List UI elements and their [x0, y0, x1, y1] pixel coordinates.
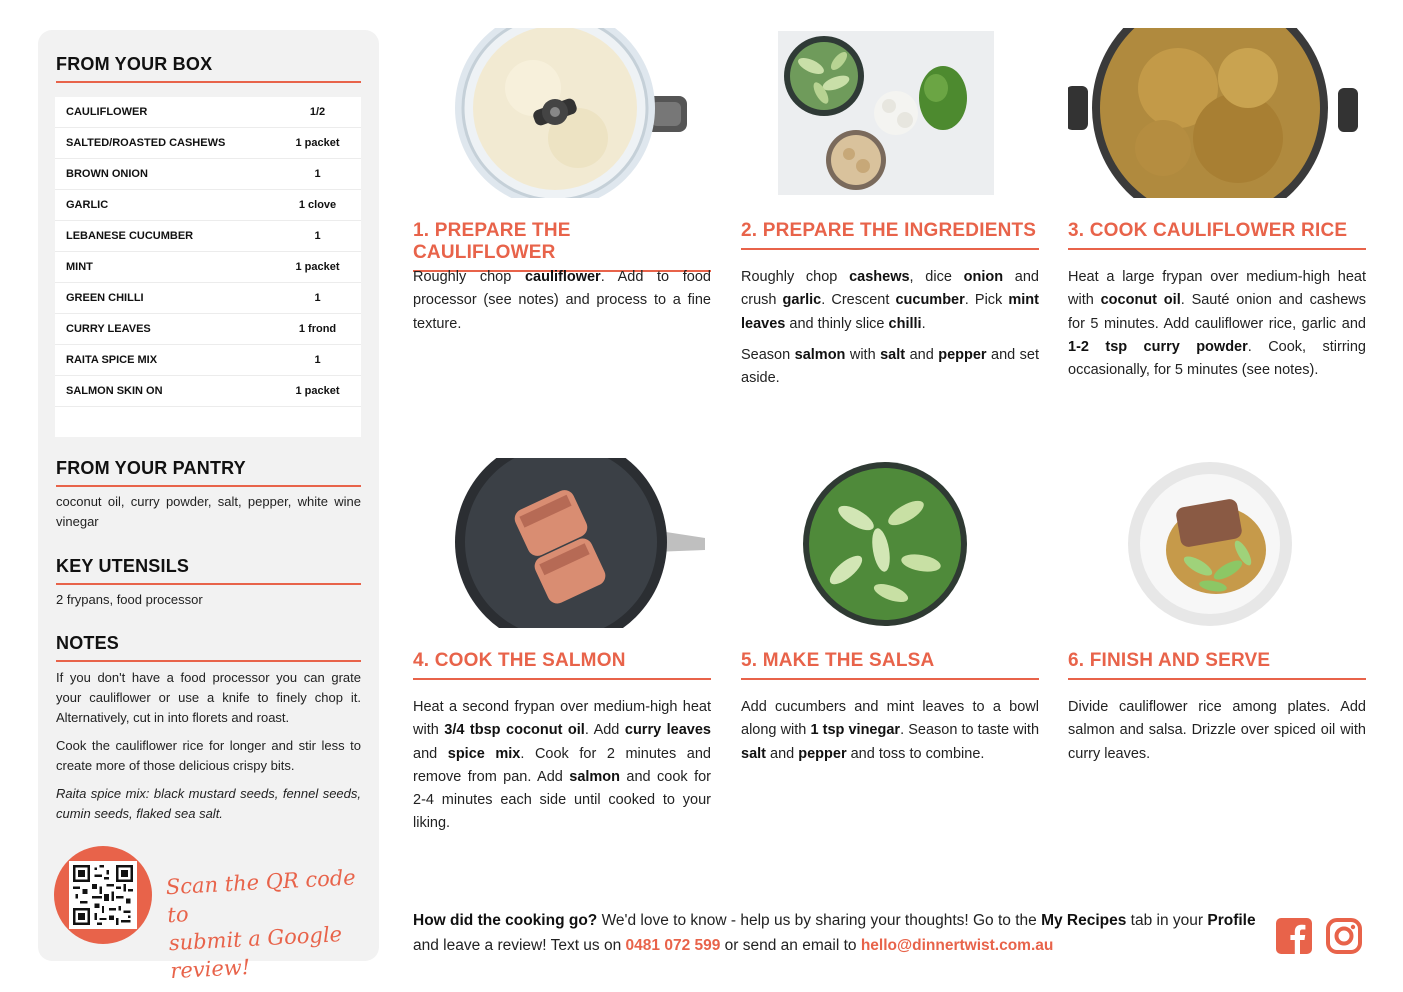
ingredient-name: GARLIC: [66, 199, 109, 211]
ingredient-qty: 1: [314, 354, 321, 366]
facebook-icon[interactable]: [1275, 917, 1313, 955]
ingredient-name: CURRY LEAVES: [66, 323, 151, 335]
step-text-run: and: [766, 745, 799, 762]
ingredient-qty: 1 packet: [295, 137, 340, 149]
table-row: [55, 159, 361, 190]
notes-paragraph: Cook the cauliflower rice for longer and stir less to create more of those delicious crispy bits.: [56, 738, 361, 773]
step-6-title: 6. FINISH AND SERVE: [1068, 650, 1366, 680]
ingredient-qty: 1: [314, 168, 321, 180]
ingredient-qty: 1 frond: [298, 323, 337, 335]
step-text-run: . Add to food processor (see notes) and process to a fine texture.: [413, 269, 711, 332]
ingredient-name: RAITA SPICE MIX: [66, 354, 158, 366]
pantry-text: coconut oil, curry powder, salt, pepper, white wine vinegar: [56, 494, 361, 529]
step-paragraph: [741, 344, 1039, 391]
plated-dish-image: [1068, 458, 1366, 628]
step-text-run: with: [845, 346, 881, 363]
ingredient-highlight: cauliflower: [524, 269, 601, 285]
table-row: [55, 252, 361, 283]
footer-message: [413, 908, 1263, 958]
footer-question: How did the cooking go?: [413, 912, 598, 929]
ingredient-qty: 1 packet: [295, 261, 340, 273]
table-row: [55, 221, 361, 252]
qr-callout-line: submit a Google review!: [168, 922, 343, 984]
notes-body: [56, 668, 361, 832]
step-text-run: .: [921, 315, 926, 332]
ingredient-highlight: pepper: [798, 745, 847, 762]
footer-text: tab in your: [1126, 912, 1208, 929]
ingredient-highlight: spice mix: [447, 745, 521, 762]
step-text-run: Heat a second frypan over medium-high heat with: [413, 699, 711, 739]
step-text-run: Divide cauliflower rice among plates. Add salmon and salsa. Drizzle over spiced oil with curry leaves.: [1068, 699, 1366, 762]
utensils-text: 2 frypans, food processor: [56, 592, 203, 607]
ingredient-highlight: salt: [741, 745, 766, 762]
step-2-title: 2. PREPARE THE INGREDIENTS: [741, 220, 1039, 250]
footer-my-recipes: My Recipes: [1041, 912, 1127, 929]
table-row: [55, 314, 361, 345]
pantry-title: FROM YOUR PANTRY: [56, 458, 361, 487]
ingredient-name: LEBANESE CUCUMBER: [66, 230, 194, 242]
ingredient-name: CAULIFLOWER: [66, 106, 148, 118]
step-text-run: Season: [741, 346, 795, 363]
ingredient-highlight: 1 tsp vinegar: [810, 722, 901, 739]
table-row: [55, 345, 361, 376]
instagram-icon[interactable]: [1325, 917, 1363, 955]
step-text-run: . Pick: [964, 292, 1009, 309]
step-text-run: and cook for 2-4 minutes each side until cooked to your liking.: [413, 768, 712, 832]
ingredient-highlight: onion: [963, 269, 1004, 285]
ingredient-highlight: curry leaves: [624, 722, 711, 739]
step-5-title: 5. MAKE THE SALSA: [741, 650, 1039, 680]
ingredient-qty: 1 clove: [298, 199, 337, 211]
email-link[interactable]: hello@dinnertwist.com.au: [860, 937, 1054, 954]
footer-text: We'd love to know - help us by sharing your thoughts! Go to the: [597, 912, 1042, 929]
step-4-title: 4. COOK THE SALMON: [413, 650, 711, 680]
step-text-run: Heat a large frypan over medium-high heat with: [1068, 269, 1366, 309]
step-paragraph: [1068, 266, 1366, 382]
ingredient-highlight: mint leaves: [741, 292, 1039, 332]
utensils-title: KEY UTENSILS: [56, 556, 361, 585]
ingredients-table: [55, 97, 361, 437]
step-text-run: Add cucumbers and mint leaves to a bowl along with: [741, 699, 1039, 739]
step-text-run: Roughly chop: [741, 269, 850, 285]
step-paragraph: [741, 266, 1039, 336]
ingredient-name: BROWN ONION: [66, 168, 148, 180]
qr-badge[interactable]: [54, 846, 152, 944]
step-1-title: 1. PREPARE THE CAULIFLOWER: [413, 220, 711, 272]
ingredient-qty: 1: [314, 292, 321, 304]
ingredient-highlight: pepper: [938, 346, 987, 363]
footer-profile: Profile: [1207, 912, 1256, 929]
ingredient-highlight: cashews: [849, 269, 910, 285]
step-4-text: [413, 696, 711, 844]
step-text-run: . Sauté onion and cashews for 5 minutes. Add cauliflower rice, garlic and: [1068, 292, 1366, 332]
ingredient-highlight: cucumber: [895, 292, 965, 309]
from-your-box-title: FROM YOUR BOX: [56, 54, 361, 83]
ingredient-highlight: garlic: [782, 292, 822, 309]
ingredient-name: GREEN CHILLI: [66, 292, 144, 304]
step-paragraph: [741, 696, 1039, 766]
footer-text: and leave a review! Text us on: [413, 937, 626, 954]
ingredient-name: MINT: [66, 261, 93, 273]
notes-paragraph: If you don't have a food processor you can grate your cauliflower or use a knife to finely chop it. Alternatively, cut in into florets and roast.: [56, 670, 361, 725]
step-paragraph: [1068, 696, 1366, 766]
ingredient-highlight: salmon: [794, 346, 846, 363]
step-text-run: and: [905, 346, 939, 363]
step-text-run: , dice: [909, 269, 964, 285]
step-text-run: and crush: [741, 269, 1039, 309]
step-text-run: and toss to combine.: [846, 745, 985, 762]
ingredient-qty: 1/2: [309, 106, 326, 118]
phone-link[interactable]: 0481 072 599: [625, 937, 721, 954]
ingredient-highlight: 1-2 tsp curry powder: [1068, 338, 1248, 355]
step-text-run: . Crescent: [821, 292, 896, 309]
step-6-text: [1068, 696, 1366, 774]
table-row: [55, 97, 361, 128]
step-2-text: [741, 266, 1039, 398]
table-row: [55, 128, 361, 159]
step-text-run: . Add: [584, 722, 625, 739]
ingredient-highlight: chilli: [888, 315, 922, 332]
table-row: [55, 190, 361, 221]
step-text-run: and thinly slice: [785, 315, 889, 332]
ingredient-qty: 1: [314, 230, 321, 242]
ingredient-name: SALTED/ROASTED CASHEWS: [66, 137, 226, 149]
food-processor-image: [413, 28, 711, 198]
table-row: [55, 283, 361, 314]
ingredient-highlight: 3/4 tbsp coconut oil: [444, 722, 585, 739]
qr-code-icon[interactable]: [69, 861, 137, 929]
cauliflower-rice-pan-image: [1068, 28, 1366, 198]
step-3-title: 3. COOK CAULIFLOWER RICE: [1068, 220, 1366, 250]
ingredient-highlight: salmon: [569, 768, 621, 785]
step-paragraph: [413, 696, 711, 836]
table-row: [55, 376, 361, 407]
qr-callout-line: Scan the QR code to: [165, 865, 357, 928]
salmon-pan-image: [413, 458, 711, 628]
footer-text: or send an email to: [720, 937, 861, 954]
sidebar: [38, 30, 379, 984]
qr-callout: [165, 863, 371, 985]
ingredients-prep-image: [741, 28, 1039, 198]
step-text-run: . Cook for 2 minutes and remove from pan. Add: [413, 745, 711, 785]
step-5-text: [741, 696, 1039, 774]
step-3-text: [1068, 266, 1366, 390]
ingredient-qty: 1 packet: [295, 385, 340, 397]
notes-title: NOTES: [56, 633, 361, 662]
step-text-run: and: [413, 745, 448, 762]
ingredient-highlight: salt: [880, 346, 906, 363]
step-text-run: and set aside.: [741, 346, 1040, 387]
notes-paragraph: Raita spice mix: black mustard seeds, fennel seeds, cumin seeds, flaked sea salt.: [56, 786, 361, 821]
step-text-run: Roughly chop: [413, 269, 525, 285]
step-paragraph: [413, 266, 711, 336]
ingredient-highlight: coconut oil: [1100, 292, 1181, 309]
step-1-text: [413, 266, 711, 344]
step-text-run: . Season to taste with: [900, 722, 1040, 739]
salsa-bowl-image: [741, 458, 1039, 628]
step-text-run: . Cook, stirring occasionally, for 5 minutes (see notes).: [1068, 338, 1366, 379]
ingredient-name: SALMON SKIN ON: [66, 385, 163, 397]
